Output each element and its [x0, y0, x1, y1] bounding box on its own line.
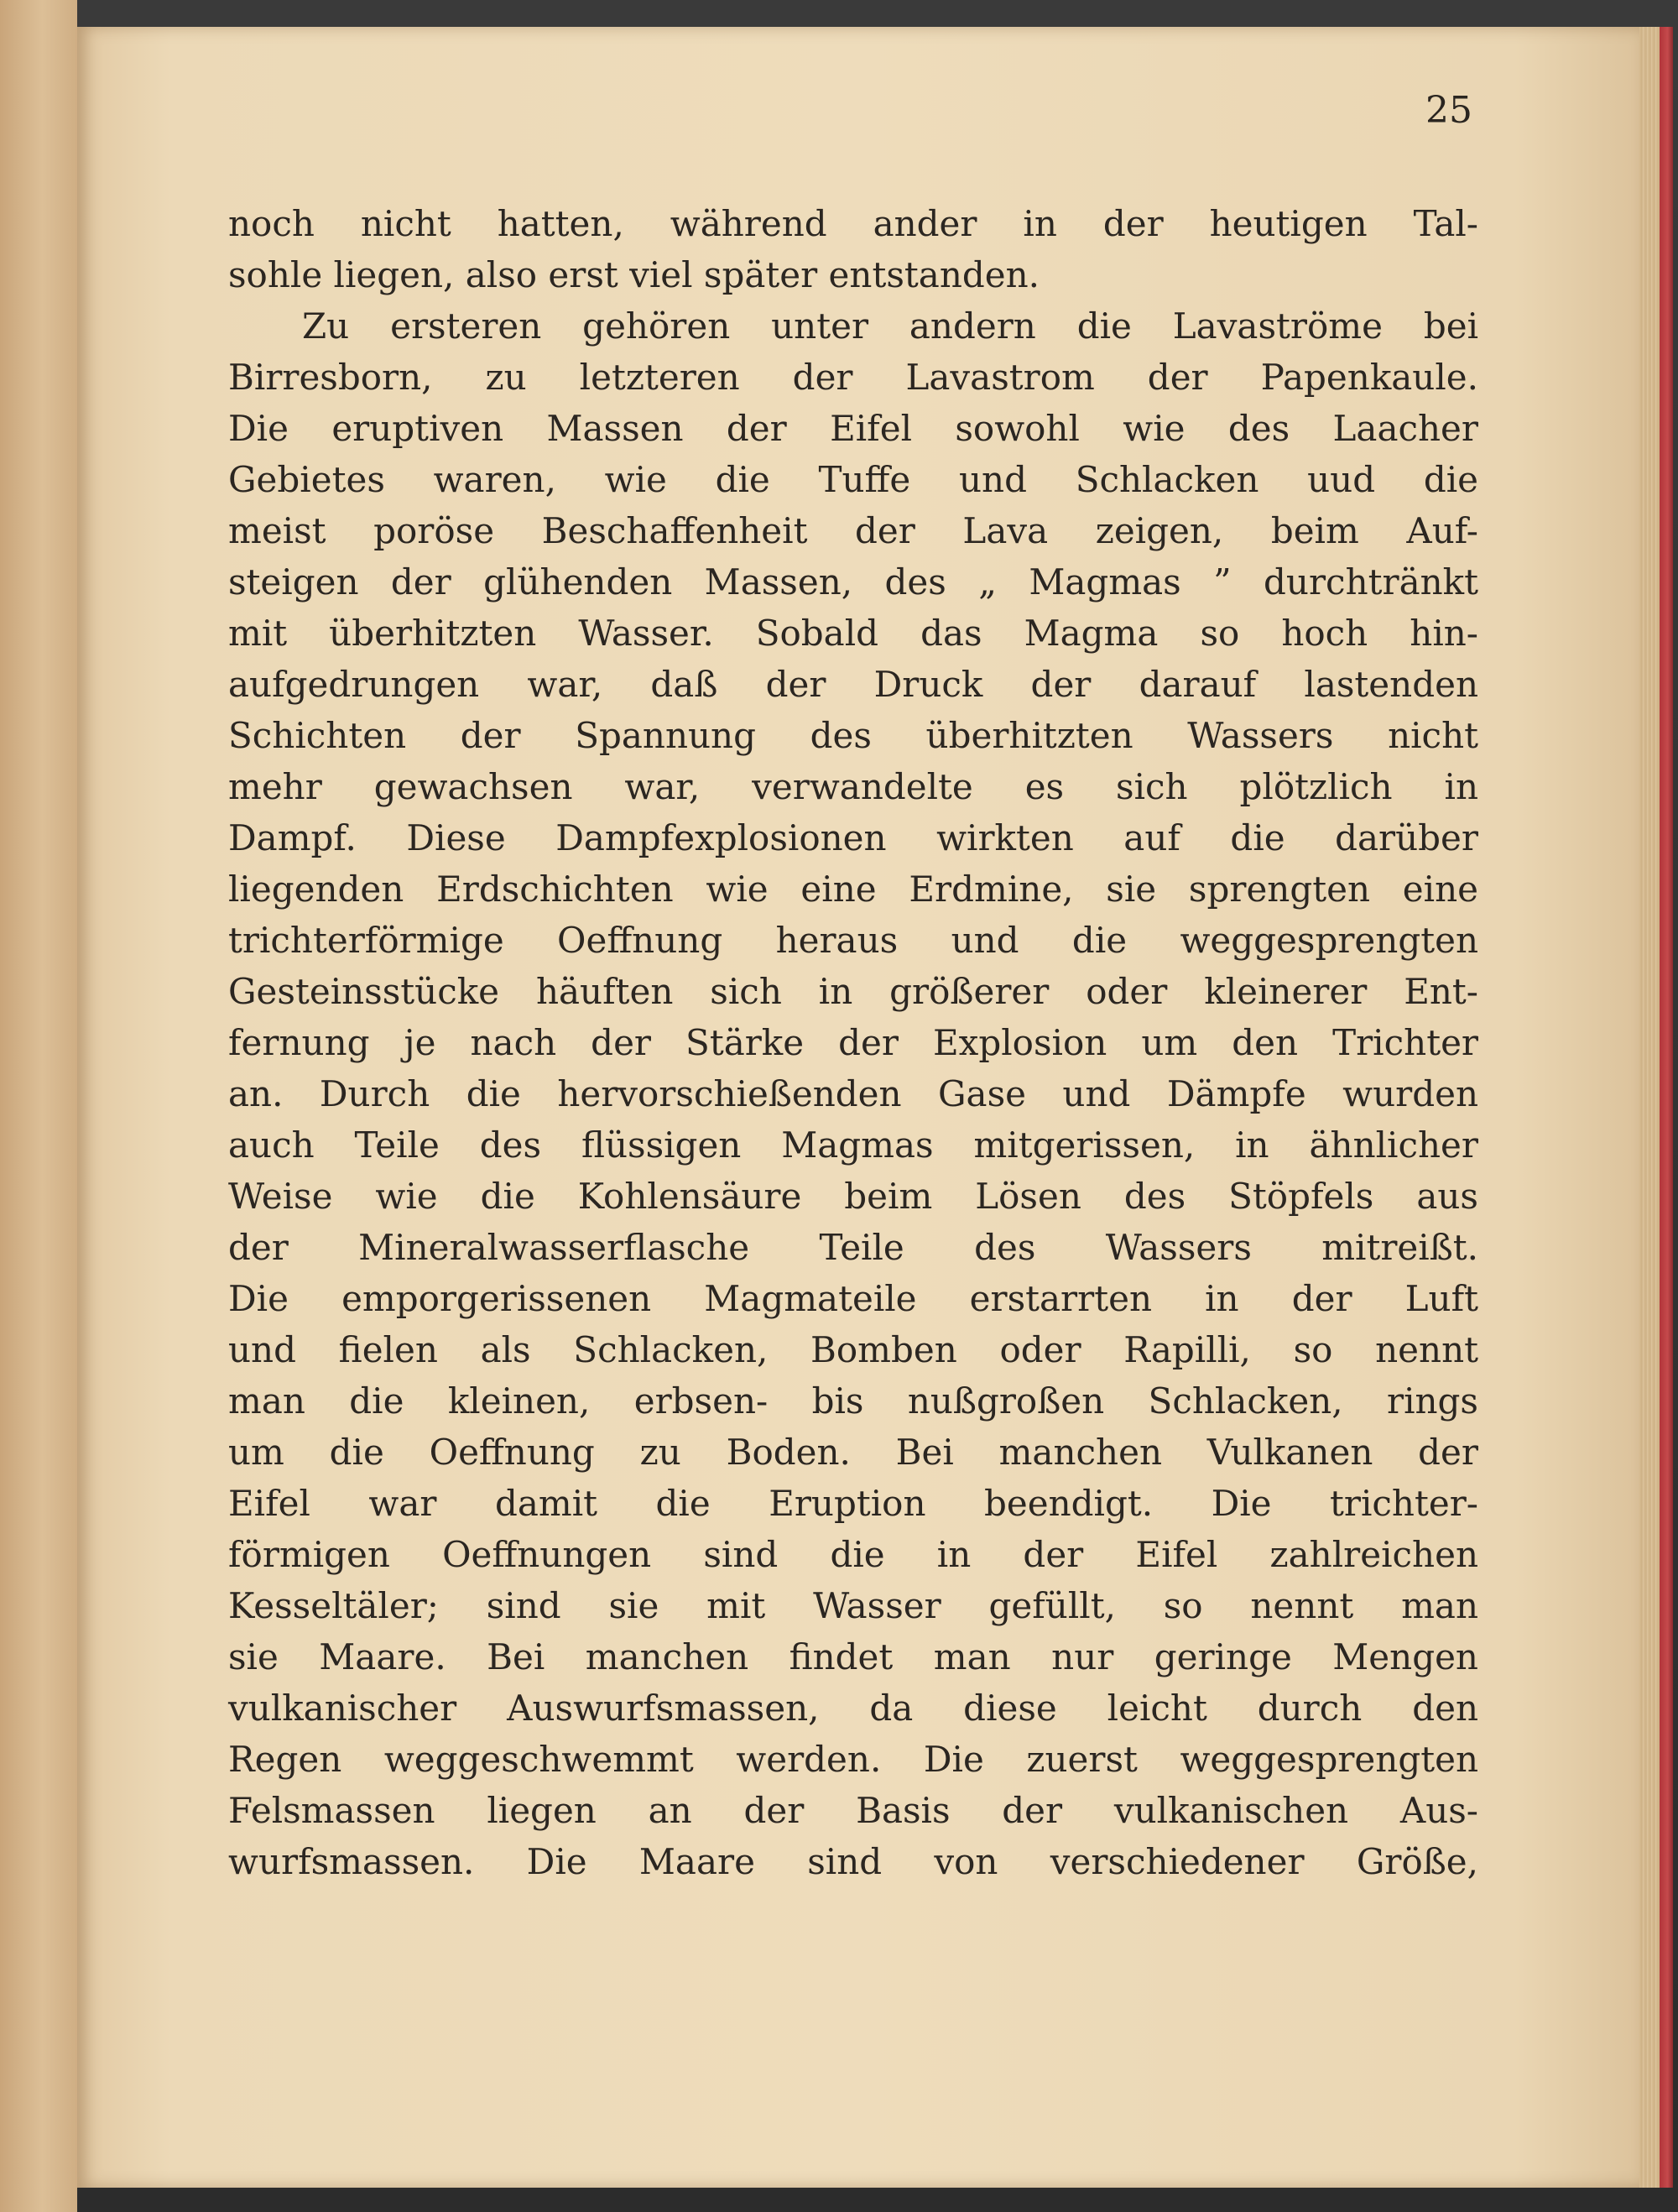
body-text [228, 198, 1478, 1887]
text-line: fernung je nach der Stärke der Explosion um den Trichter [228, 1022, 1478, 1063]
text-line: um die Oeffnung zu Boden. Bei manchen Vulkanen der [228, 1432, 1478, 1473]
text-line: meist poröse Beschaffenheit der Lava zeigen, beim Auf- [228, 510, 1478, 551]
text-line: Gebietes waren, wie die Tuffe und Schlacken uud die [228, 459, 1478, 500]
text-line: aufgedrungen war, daß der Druck der darauf lastenden [228, 664, 1478, 705]
text-line: Dampf. Diese Dampfexplosionen wirkten auf die darüber [228, 817, 1478, 858]
text-line: sohle liegen, also erst viel später entstanden. [228, 254, 1040, 295]
text-line: auch Teile des flüssigen Magmas mitgerissen, in ähnlicher [228, 1124, 1478, 1166]
text-line: Regen weggeschwemmt werden. Die zuerst weggesprengten [228, 1739, 1478, 1780]
text-line: noch nicht hatten, während ander in der heutigen Tal- [228, 203, 1478, 244]
page-edge-stack [1639, 27, 1660, 2188]
text-line: Kesseltäler; sind sie mit Wasser gefüllt, so nennt man [228, 1585, 1478, 1626]
text-line: Zu ersteren gehören unter andern die Lavaströme bei [302, 305, 1478, 347]
text-line: an. Durch die hervorschießenden Gase und Dämpfe wurden [228, 1073, 1478, 1114]
text-line: und fielen als Schlacken, Bomben oder Rapilli, so nennt [228, 1329, 1478, 1370]
text-line: Felsmassen liegen an der Basis der vulkanischen Aus- [228, 1790, 1478, 1831]
text-line: Schichten der Spannung des überhitzten Wassers nicht [228, 715, 1478, 756]
text-line: sie Maare. Bei manchen findet man nur geringe Mengen [228, 1636, 1478, 1677]
text-line: Birresborn, zu letzteren der Lavastrom der Papenkaule. [228, 357, 1478, 398]
text-line: mehr gewachsen war, verwandelte es sich plötzlich in [228, 766, 1478, 807]
text-line: Gesteinsstücke häuften sich in größerer oder kleinerer Ent- [228, 971, 1478, 1012]
text-line: förmigen Oeffnungen sind die in der Eifel zahlreichen [228, 1534, 1478, 1575]
text-line: wurfsmassen. Die Maare sind von verschiedener Größe, [228, 1841, 1478, 1882]
text-line: mit überhitzten Wasser. Sobald das Magma so hoch hin- [228, 613, 1478, 654]
text-line: trichterförmige Oeffnung heraus und die weggesprengten [228, 920, 1478, 961]
text-line: vulkanischer Auswurfsmassen, da diese leicht durch den [228, 1688, 1478, 1729]
text-line: steigen der glühenden Massen, des „ Magmas ” durchtränkt [228, 561, 1478, 603]
red-book-cover-edge [1660, 27, 1673, 2188]
text-line: Eifel war damit die Eruption beendigt. Die trichter- [228, 1483, 1478, 1524]
text-line: Die emporgerissenen Magmateile erstarrten in der Luft [228, 1278, 1478, 1319]
text-line: der Mineralwasserflasche Teile des Wassers mitreißt. [228, 1227, 1478, 1268]
text-line: man die kleinen, erbsen- bis nußgroßen Schlacken, rings [228, 1380, 1478, 1422]
text-line: Die eruptiven Massen der Eifel sowohl wie des Laacher [228, 408, 1478, 449]
text-line: liegenden Erdschichten wie eine Erdmine, sie sprengten eine [228, 869, 1478, 910]
adjacent-page-edge [0, 0, 77, 2212]
page-number: 25 [1425, 89, 1472, 132]
text-line: Weise wie die Kohlensäure beim Lösen des Stöpfels aus [228, 1176, 1478, 1217]
